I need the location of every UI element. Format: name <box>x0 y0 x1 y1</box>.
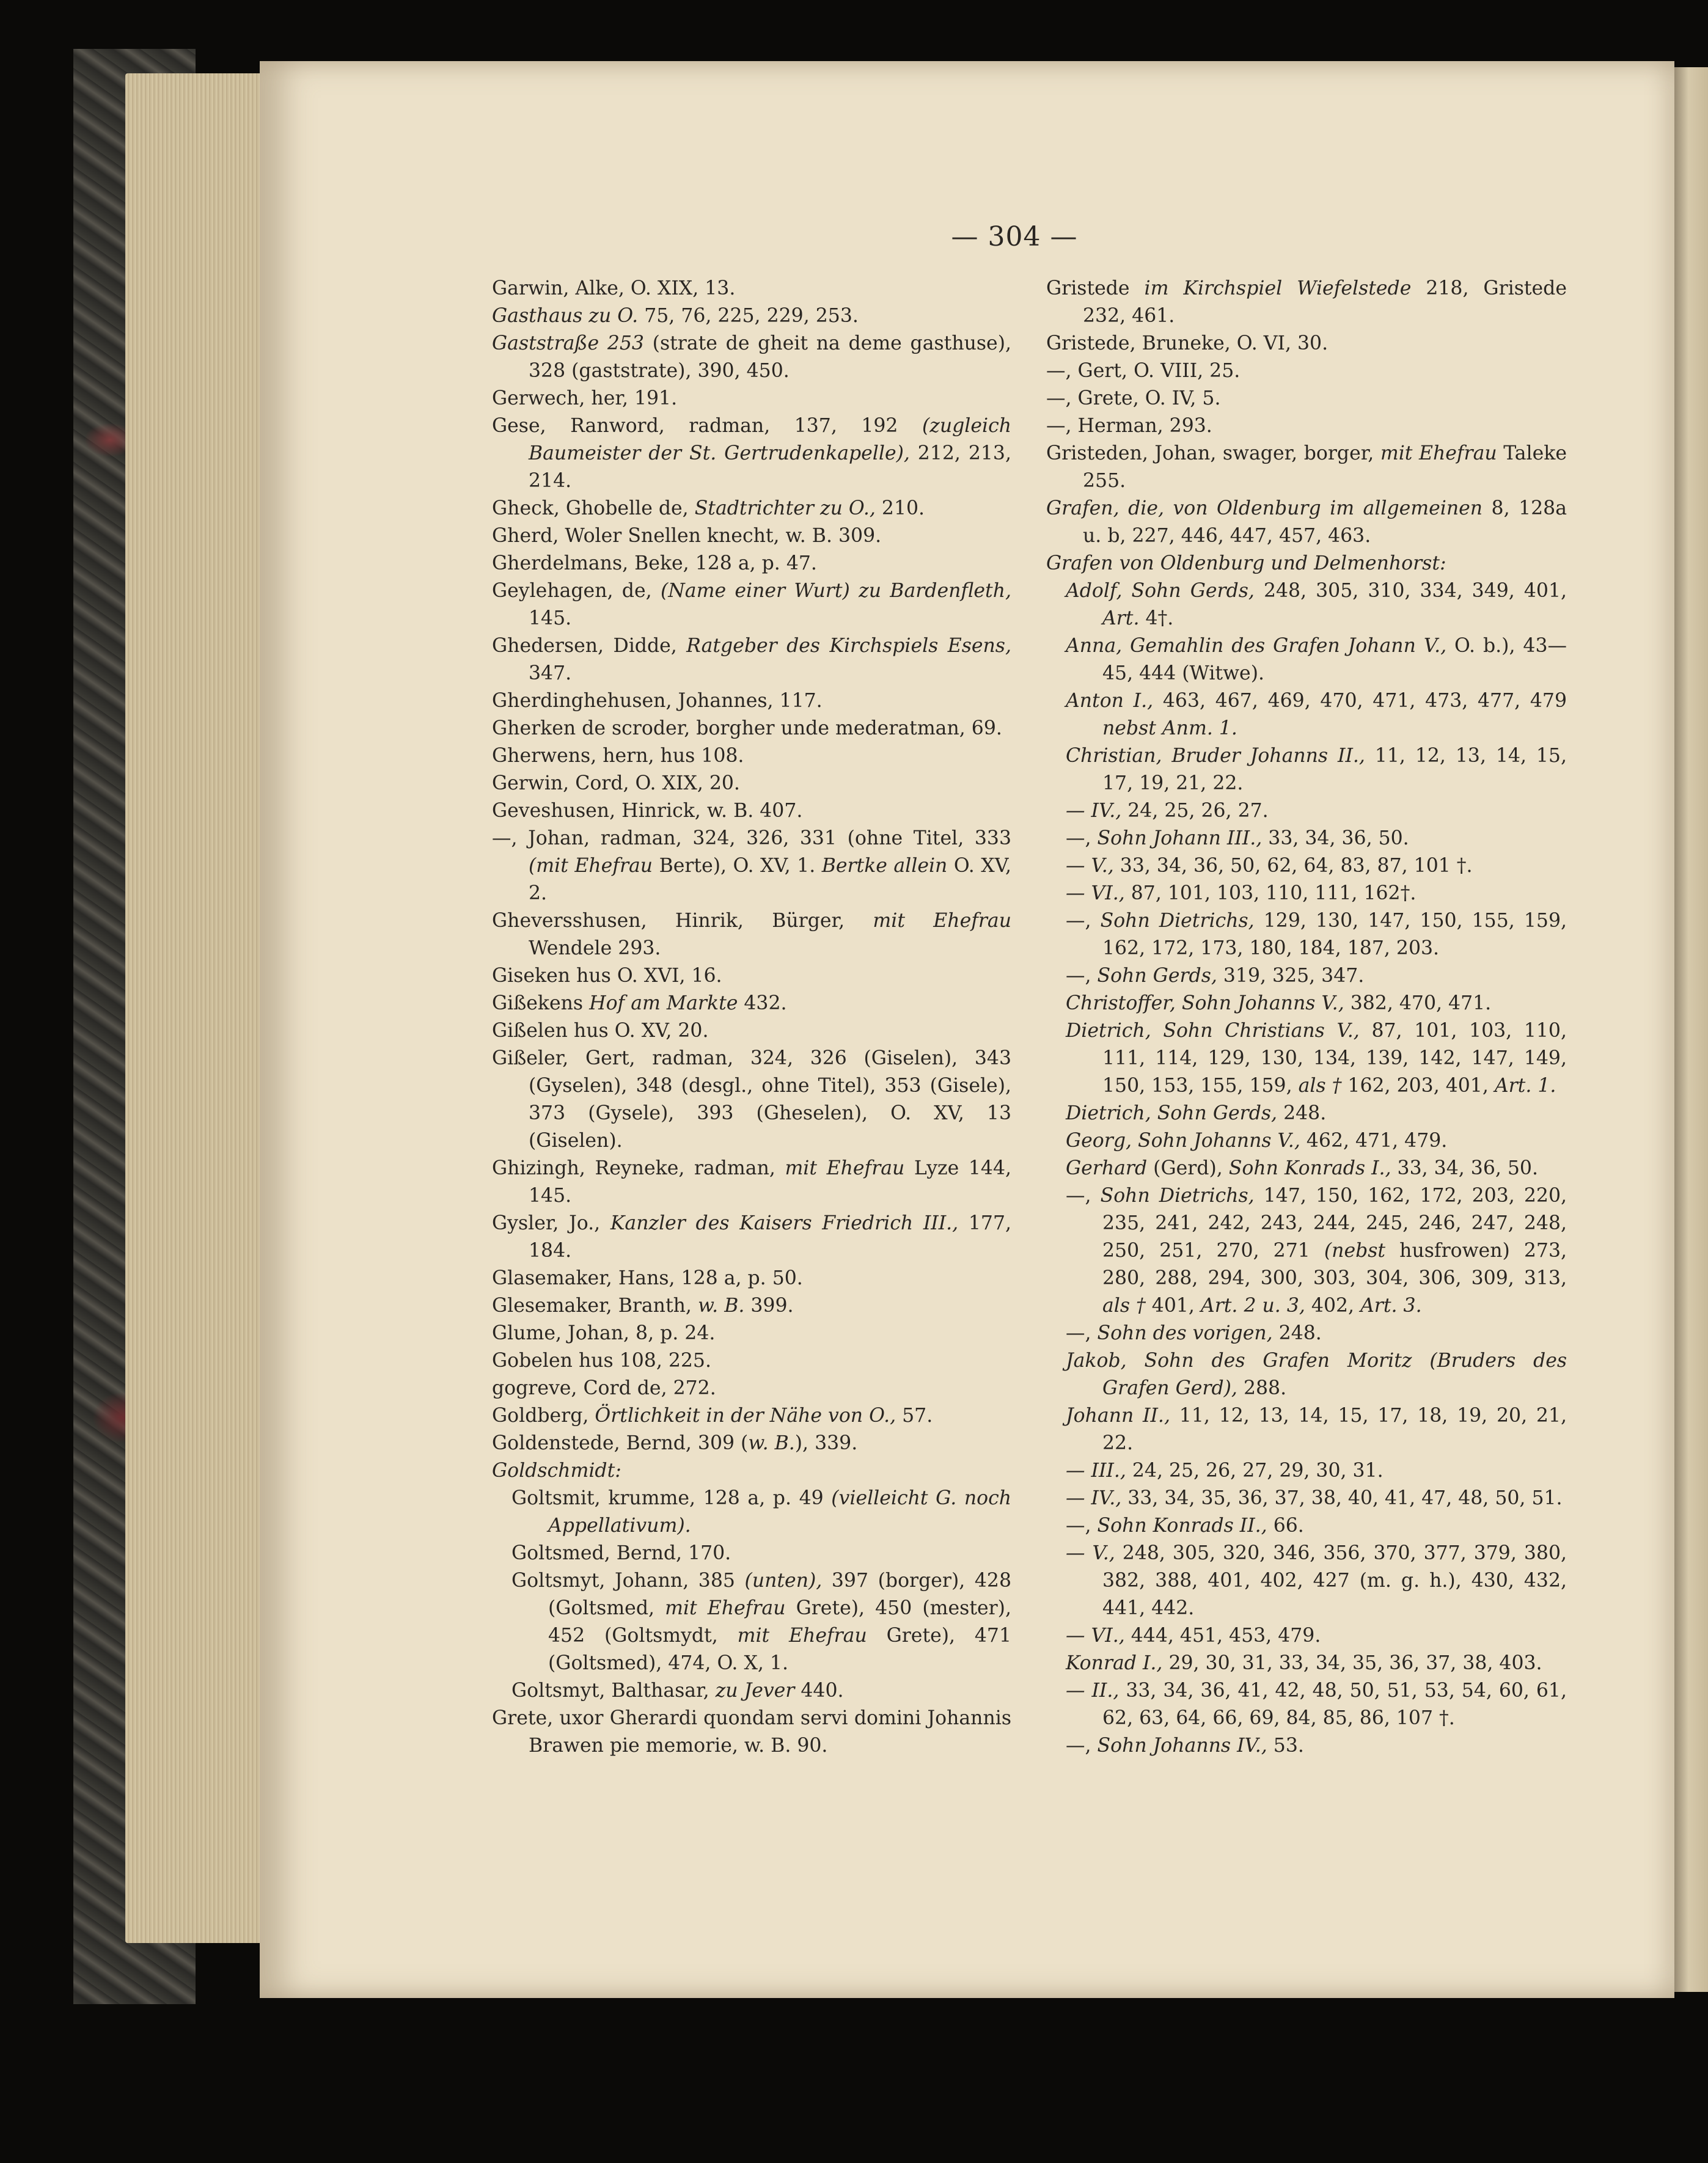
index-entry-italic-text: — IV., <box>1066 1487 1122 1509</box>
index-entry <box>492 1045 1011 1155</box>
index-entry-text: 218, Gristede 232, 461. <box>1083 277 1567 327</box>
index-entry-text: Glume, Johan, 8, p. 24. <box>492 1322 716 1344</box>
index-entry-text: 29, 30, 31, 33, 34, 35, 36, 37, 38, 403. <box>1162 1652 1542 1674</box>
index-entry-text: 33, 34, 36, 41, 42, 48, 50, 51, 53, 54, 60, 61, 62, 63, 64, 66, 69, 84, 85, 86, 107 †. <box>1102 1680 1567 1729</box>
index-entry-text: Gheck, Ghobelle de, <box>492 497 695 519</box>
index-entry-text: —, Gert, O. VIII, 25. <box>1046 360 1241 382</box>
index-entry-italic-text: (zugleich Baumeister der St. Gertrudenkapelle), <box>529 415 1011 464</box>
index-entry-text: 288. <box>1237 1377 1287 1399</box>
index-entry-text: Gristeden, Johan, swager, borger, <box>1046 442 1380 464</box>
index-entry-italic-text: Gerhard <box>1066 1157 1148 1179</box>
index-entry <box>1066 1677 1567 1732</box>
index-entry-text: Gobelen hus 108, 225. <box>492 1350 711 1372</box>
index-entry-italic-text: Georg, Sohn Johanns V., <box>1066 1130 1300 1152</box>
index-entry-text: —, <box>1066 910 1101 932</box>
index-entry <box>1066 577 1567 632</box>
index-entry-italic-text: Hof am Markte <box>589 992 738 1014</box>
index-entry-text: 87, 101, 103, 110, 111, 114, 129, 130, 134, 139, 142, 147, 149, 150, 153, 155, 159, <box>1102 1020 1567 1097</box>
index-entry <box>492 1375 1011 1402</box>
index-entry-text: Garwin, Alke, O. XIX, 13. <box>492 277 736 299</box>
index-entry <box>1066 1402 1567 1457</box>
index-entry <box>492 550 1011 577</box>
index-entry <box>1066 797 1567 825</box>
index-entry-italic-text: mit Ehefrau <box>785 1157 905 1179</box>
index-entry-italic-text: Grafen, die, von Oldenburg im allgemeinen <box>1046 497 1483 519</box>
index-entry-text: O. XV, 2. <box>529 855 1011 904</box>
index-entry-text: Gherdelmans, Beke, 128 a, p. 47. <box>492 552 817 574</box>
index-entry <box>492 1265 1011 1292</box>
index-entry-italic-text: (mit Ehefrau <box>529 855 653 877</box>
index-entry-text: —, <box>1066 965 1098 987</box>
index-entry <box>1066 880 1567 907</box>
index-entry <box>1066 1155 1567 1182</box>
index-entry-italic-text: Art. 2 u. 3, <box>1200 1295 1305 1317</box>
index-entry <box>1066 1100 1567 1127</box>
index-entry <box>1066 1127 1567 1155</box>
index-entry-text: Gysler, Jo., <box>492 1212 610 1234</box>
index-entry-text: 399. <box>744 1295 794 1317</box>
index-entry <box>492 495 1011 522</box>
index-entry-text: 24, 25, 26, 27. <box>1121 800 1269 822</box>
index-entry-text: 212, 213, 214. <box>529 442 1011 492</box>
index-entry-text: 33, 34, 35, 36, 37, 38, 40, 41, 47, 48, 50, 51. <box>1121 1487 1563 1509</box>
index-entry-text: Goldenstede, Bernd, 309 ( <box>492 1432 749 1454</box>
index-entry-italic-text: Sohn Johanns IV., <box>1097 1735 1267 1757</box>
index-entry <box>492 687 1011 715</box>
index-entry-italic-text: (nebst <box>1324 1240 1386 1262</box>
index-entry <box>1066 1347 1567 1402</box>
index-entry <box>1046 357 1567 385</box>
index-entry <box>1066 990 1567 1017</box>
index-entry-italic-text: — II., <box>1066 1680 1120 1702</box>
index-entry-text: 402, <box>1305 1295 1361 1317</box>
index-column-left <box>492 275 1011 1760</box>
index-entry <box>492 632 1011 687</box>
index-entry-text: (strate de gheit na deme gasthuse), 328 (gaststrate), 390, 450. <box>529 332 1011 382</box>
index-entry <box>492 825 1011 907</box>
index-entry-text: 210. <box>875 497 925 519</box>
index-entry-italic-text: — V., <box>1066 855 1114 877</box>
index-entry-italic-text: Adolf, Sohn Gerds, <box>1066 580 1255 602</box>
index-entry-italic-text: Art. 1. <box>1494 1075 1556 1097</box>
index-entry <box>492 577 1011 632</box>
index-entry-italic-text: Johann II., <box>1066 1405 1170 1427</box>
index-entry-text: 248. <box>1272 1322 1322 1344</box>
next-page-edge <box>1671 67 1708 1992</box>
index-entry-text: 248. <box>1277 1102 1327 1124</box>
index-entry-text: (Gerd), <box>1147 1157 1229 1179</box>
index-entry-text: 33, 34, 36, 50. <box>1262 827 1409 849</box>
index-entry-text: 11, 12, 13, 14, 15, 17, 18, 19, 20, 21, 22. <box>1102 1405 1567 1454</box>
index-entry-text: Gherd, Woler Snellen knecht, w. B. 309. <box>492 525 882 547</box>
index-entry-italic-text: Art. <box>1102 607 1140 629</box>
index-entry <box>492 770 1011 797</box>
index-entry-text: Berte), O. XV, 1. <box>653 855 822 877</box>
index-entry-italic-text: mit Ehefrau <box>1380 442 1497 464</box>
index-entry <box>492 797 1011 825</box>
index-entry-text: ), 339. <box>794 1432 858 1454</box>
index-entry <box>1066 1457 1567 1485</box>
index-entry <box>1066 687 1567 742</box>
index-entry-italic-text: mit Ehefrau <box>873 910 1011 932</box>
index-entry <box>492 742 1011 770</box>
index-entry-text: 319, 325, 347. <box>1217 965 1365 987</box>
index-entry <box>1046 385 1567 412</box>
index-entry-italic-text: Goldschmidt: <box>492 1460 621 1482</box>
index-entry-italic-text: Gasthaus zu O. <box>492 305 639 327</box>
index-entry-text: 24, 25, 26, 27, 29, 30, 31. <box>1126 1460 1384 1482</box>
index-entry-italic-text: mit Ehefrau <box>665 1597 786 1619</box>
index-entry <box>1066 1485 1567 1512</box>
index-entry-text: Gißelen hus O. XV, 20. <box>492 1020 709 1042</box>
index-entry <box>492 1705 1011 1760</box>
index-entry-text: 75, 76, 225, 229, 253. <box>638 305 859 327</box>
index-entry <box>492 302 1011 330</box>
index-entry-text: Goldberg, <box>492 1405 595 1427</box>
index-entry-text: 145. <box>529 607 572 629</box>
index-entry <box>1066 825 1567 852</box>
index-entry-text: Geveshusen, Hinrick, w. B. 407. <box>492 800 803 822</box>
index-entry-text: Gheversshusen, Hinrik, Bürger, <box>492 910 873 932</box>
index-entry-text: Gherdinghehusen, Johannes, 117. <box>492 690 823 712</box>
index-entry <box>492 1457 1011 1485</box>
index-entry-text: Ghizingh, Reyneke, radman, <box>492 1157 785 1179</box>
index-entry-italic-text: mit Ehefrau <box>737 1625 867 1647</box>
index-entry-text: Gißeler, Gert, radman, 324, 326 (Giselen), 343 (Gyselen), 348 (desgl., ohne Titel), 353 (Gisele), 373 (Gysele), 393 (Gheselen), O. XV, 13 (Giselen). <box>492 1047 1011 1152</box>
index-entry-italic-text: Sohn Dietrichs, <box>1100 910 1255 932</box>
index-entry-text: —, Herman, 293. <box>1046 415 1212 437</box>
index-entry-text: O. b.), 43—45, 444 (Witwe). <box>1102 635 1567 684</box>
index-entry-text: Gerwin, Cord, O. XIX, 20. <box>492 772 740 794</box>
index-entry <box>1066 1540 1567 1622</box>
index-entry-text: husfrowen) 273, 280, 288, 294, 300, 303, 304, 306, 309, 313, <box>1102 1240 1567 1289</box>
index-entry-italic-text: w. B. <box>697 1295 745 1317</box>
index-entry-text: 8, 128a u. b, 227, 446, 447, 457, 463. <box>1083 497 1567 547</box>
index-entry-text: Grete), 471 (Goltsmed), 474, O. X, 1. <box>548 1625 1011 1674</box>
index-column-right <box>1046 275 1567 1760</box>
index-entry-italic-text: im Kirchspiel Wiefelstede <box>1144 277 1412 299</box>
index-entry-italic-text: Anna, Gemahlin des Grafen Johann V., <box>1066 635 1447 657</box>
index-entry <box>1066 962 1567 990</box>
index-entry-text: Gherwens, hern, hus 108. <box>492 745 744 767</box>
index-entry-italic-text: (unten), <box>744 1570 823 1592</box>
index-entry <box>492 1210 1011 1265</box>
index-entry <box>1046 550 1567 577</box>
index-entry-italic-text: Ratgeber des Kirchspiels Esens, <box>686 635 1011 657</box>
index-entry-text: 248, 305, 310, 334, 349, 401, <box>1254 580 1567 602</box>
index-entry <box>1046 275 1567 330</box>
page-number: — 304 — <box>951 221 1078 252</box>
index-entry <box>1066 1732 1567 1760</box>
index-entry-text: Gißekens <box>492 992 590 1014</box>
index-entry-italic-text: Bertke allein <box>821 855 948 877</box>
index-entry-italic-text: Sohn Konrads II., <box>1097 1515 1267 1537</box>
index-entry <box>492 1320 1011 1347</box>
index-entry <box>1066 1650 1567 1677</box>
index-entry <box>1066 1182 1567 1320</box>
index-entry <box>492 1402 1011 1430</box>
index-entry-italic-text: Art. 3. <box>1360 1295 1422 1317</box>
index-entry-text: Gherken de scroder, borgher unde mederatman, 69. <box>492 717 1002 739</box>
index-entry <box>492 715 1011 742</box>
index-entry <box>492 1347 1011 1375</box>
index-entry <box>1066 1320 1567 1347</box>
index-entry-text: Goltsmyt, Balthasar, <box>511 1680 716 1702</box>
index-entry-italic-text: w. B. <box>748 1432 795 1454</box>
index-entry-italic-text: Sohn Johann III., <box>1097 827 1263 849</box>
index-entry-text: Gristede <box>1046 277 1145 299</box>
index-entry-italic-text: Gaststraße 253 <box>492 332 644 354</box>
index-entry-text: 66. <box>1267 1515 1304 1537</box>
index-entry-text: Gese, Ranword, radman, 137, 192 <box>492 415 922 437</box>
index-entry <box>492 385 1011 412</box>
index-entry <box>492 1017 1011 1045</box>
index-entry-text: Goltsmed, Bernd, 170. <box>511 1542 731 1564</box>
index-entry-text: Ghedersen, Didde, <box>492 635 687 657</box>
index-entry-text: Goltsmit, krumme, 128 a, p. 49 <box>511 1487 832 1509</box>
index-entry-italic-text: Sohn Gerds, <box>1097 965 1217 987</box>
index-entry-text: 87, 101, 103, 110, 111, 162†. <box>1124 882 1417 904</box>
index-entry <box>1066 1622 1567 1650</box>
index-entry <box>511 1540 1011 1567</box>
index-entry-text: —, <box>1066 1515 1098 1537</box>
index-entry-italic-text: — VI., <box>1066 1625 1125 1647</box>
index-entry-italic-text: (Name einer Wurt) zu Bardenfleth, <box>660 580 1011 602</box>
index-entry <box>1046 330 1567 357</box>
index-entry-text: Wendele 293. <box>529 937 661 959</box>
index-entry-text: 347. <box>529 662 572 684</box>
index-entry-italic-text: Kanzler des Kaisers Friedrich III., <box>610 1212 959 1234</box>
index-entry-italic-text: nebst Anm. 1. <box>1102 717 1237 739</box>
index-entry-text: —, <box>1066 827 1098 849</box>
index-entry-text: 432. <box>738 992 787 1014</box>
index-entry-text: 162, 203, 401, <box>1341 1075 1495 1097</box>
index-entry-italic-text: — IV., <box>1066 800 1122 822</box>
index-entry <box>492 522 1011 550</box>
index-entry-text: —, <box>1066 1185 1101 1207</box>
index-entry-text: Glesemaker, Branth, <box>492 1295 698 1317</box>
index-entry-text: 397 (borger), 428 (Goltsmed, <box>548 1570 1011 1619</box>
index-entry-text: 129, 130, 147, 150, 155, 159, 162, 172, 173, 180, 184, 187, 203. <box>1102 910 1567 959</box>
index-entry-text: Glasemaker, Hans, 128 a, p. 50. <box>492 1267 803 1289</box>
index-entry-italic-text: Jakob, Sohn des Grafen Moritz (Bruders des Grafen Gerd), <box>1066 1350 1567 1399</box>
index-entry-italic-text: Dietrich, Sohn Gerds, <box>1066 1102 1278 1124</box>
index-entry <box>1046 440 1567 495</box>
index-entry-italic-text: — III., <box>1066 1460 1126 1482</box>
index-entry <box>492 275 1011 302</box>
index-entry-italic-text: Dietrich, Sohn Christians V., <box>1066 1020 1360 1042</box>
index-entry-text: Gristede, Bruneke, O. VI, 30. <box>1046 332 1329 354</box>
index-entry-italic-text: Sohn Dietrichs, <box>1100 1185 1255 1207</box>
index-entry <box>492 907 1011 962</box>
index-entry-italic-text: Sohn des vorigen, <box>1097 1322 1273 1344</box>
index-entry-italic-text: Anton I., <box>1066 690 1154 712</box>
index-entry-italic-text: Sohn Konrads I., <box>1228 1157 1391 1179</box>
index-entry-text: 444, 451, 453, 479. <box>1124 1625 1321 1647</box>
index-entry-text: 53. <box>1267 1735 1304 1757</box>
index-entry-italic-text: Stadtrichter zu O., <box>694 497 876 519</box>
index-entry <box>1066 742 1567 797</box>
page-edges <box>125 73 266 1943</box>
index-entry-italic-text: Christoffer, Sohn Johanns V., <box>1066 992 1344 1014</box>
index-entry-text: Gerwech, her, 191. <box>492 387 678 409</box>
index-entry-text: Taleke 255. <box>1083 442 1567 492</box>
index-entry-text: 462, 471, 479. <box>1300 1130 1448 1152</box>
index-entry-text: 147, 150, 162, 172, 203, 220, 235, 241, 242, 243, 244, 245, 246, 247, 248, 250, 251, 270, 271 <box>1102 1185 1567 1262</box>
index-entry-italic-text: — V., <box>1066 1542 1115 1564</box>
index-entry <box>492 1155 1011 1210</box>
index-entry <box>1066 632 1567 687</box>
index-entry <box>492 330 1011 385</box>
index-entry-italic-text: Grafen von Oldenburg und Delmenhorst: <box>1046 552 1446 574</box>
index-entry-text: —, Johan, radman, 324, 326, 331 (ohne Titel, 333 <box>492 827 1011 849</box>
index-entry-italic-text: Konrad I., <box>1066 1652 1163 1674</box>
index-entry <box>511 1677 1011 1705</box>
index-entry-text: Lyze 144, 145. <box>529 1157 1012 1207</box>
index-entry-text: 4†. <box>1139 607 1174 629</box>
index-entry-italic-text: (vielleicht G. noch Appellativum). <box>548 1487 1011 1537</box>
index-entry <box>1066 852 1567 880</box>
index-entry-text: 401, <box>1145 1295 1201 1317</box>
index-entry <box>1066 1017 1567 1100</box>
index-entry-text: 57. <box>896 1405 933 1427</box>
index-entry-text: Geylehagen, de, <box>492 580 661 602</box>
index-entry <box>492 990 1011 1017</box>
index-entry-italic-text: Örtlichkeit in der Nähe von O., <box>595 1405 896 1427</box>
index-entry <box>511 1485 1011 1540</box>
index-entry-italic-text: zu Jever <box>715 1680 795 1702</box>
index-entry-text: Goltsmyt, Johann, 385 <box>511 1570 745 1592</box>
index-entry-text: 463, 467, 469, 470, 471, 473, 477, 479 <box>1153 690 1567 712</box>
index-entry-text: 11, 12, 13, 14, 15, 17, 19, 21, 22. <box>1102 745 1567 794</box>
index-entry-italic-text: Christian, Bruder Johanns II., <box>1066 745 1365 767</box>
index-entry-text: —, <box>1066 1735 1098 1757</box>
index-entry <box>1046 412 1567 440</box>
index-entry <box>1066 1512 1567 1540</box>
index-entry <box>511 1567 1011 1677</box>
index-entry <box>1066 907 1567 962</box>
index-entry <box>1046 495 1567 550</box>
index-entry <box>492 1430 1011 1457</box>
index-entry <box>492 1292 1011 1320</box>
index-entry-text: 33, 34, 36, 50. <box>1391 1157 1538 1179</box>
index-entry-text: 177, 184. <box>529 1212 1012 1262</box>
index-entry-text: —, Grete, O. IV, 5. <box>1046 387 1221 409</box>
index-entry-italic-text: als † <box>1298 1075 1342 1097</box>
index-entry-text: —, <box>1066 1322 1098 1344</box>
index-entry-text: gogreve, Cord de, 272. <box>492 1377 716 1399</box>
index-entry-text: 440. <box>794 1680 844 1702</box>
index-entry-text: Grete), 450 (mester), 452 (Goltsmydt, <box>548 1597 1011 1647</box>
index-entry-text: 382, 470, 471. <box>1344 992 1492 1014</box>
index-entry-text: 33, 34, 36, 50, 62, 64, 83, 87, 101 †. <box>1113 855 1473 877</box>
index-entry-text: 248, 305, 320, 346, 356, 370, 377, 379, 380, 382, 388, 401, 402, 427 (m. g. h.), 430, 432, 441, 442. <box>1102 1542 1567 1619</box>
index-entry-italic-text: — VI., <box>1066 882 1125 904</box>
index-entry <box>492 962 1011 990</box>
index-entry-italic-text: als † <box>1102 1295 1146 1317</box>
index-entry-text: Giseken hus O. XVI, 16. <box>492 965 722 987</box>
index-entry-text: Grete, uxor Gherardi quondam servi domini Johannis Brawen pie memorie, w. B. 90. <box>492 1707 1011 1757</box>
index-entry <box>492 412 1011 495</box>
